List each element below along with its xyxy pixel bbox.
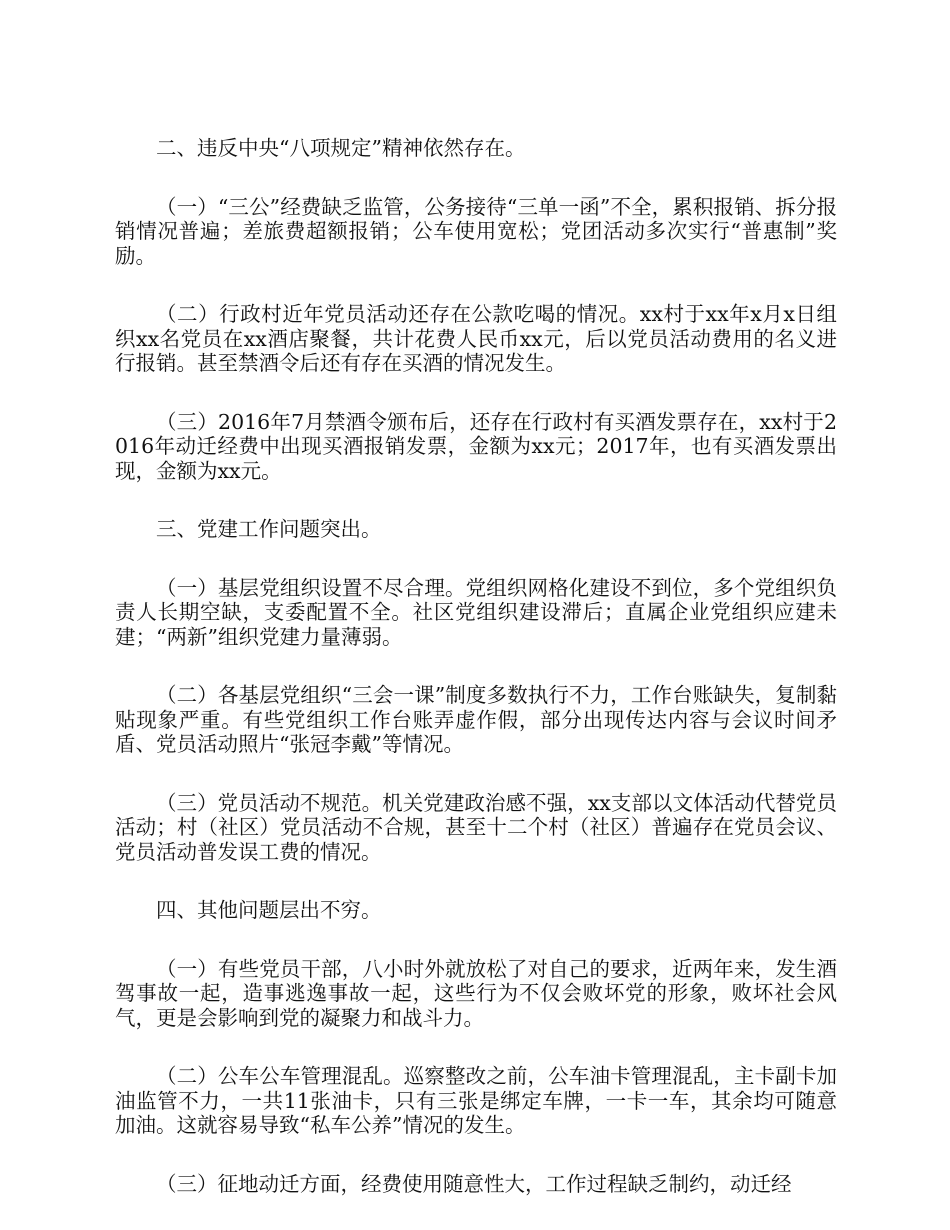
paragraph-2-3: （三）2016年7月禁酒令颁布后，还存在行政村有买酒发票存在，xx村于2016年动迁经费中出现买酒报销发票，金额为xx元；2017年，也有买酒发票出现，金额为xx元。 [115,409,837,483]
paragraph-4-2: （二）公车公车管理混乱。巡察整改之前，公车油卡管理混乱，主卡副卡加油监管不力，一共11张油卡，只有三张是绑定车牌，一卡一车，其余均可随意加油。这就容易导致“私车公养”情况的发生。 [115,1064,837,1137]
paragraph-3-2: （二）各基层党组织“三会一课”制度多数执行不力，工作台账缺失，复制黏贴现象严重。有些党组织工作台账弄虚作假，部分出现传达内容与会议时间矛盾、党员活动照片“张冠李戴”等情况。 [115,683,837,756]
paragraph-2-1: （一）“三公”经费缺乏监管，公务接待“三单一函”不全，累积报销、拆分报销情况普遍；差旅费超额报销；公车使用宽松；党团活动多次实行“普惠制”奖励。 [115,194,837,268]
section-heading-4: 四、其他问题层出不穷。 [156,898,382,922]
paragraph-3-1: （一）基层党组织设置不尽合理。党组织网格化建设不到位，多个党组织负责人长期空缺，支委配置不全。社区党组织建设滞后；直属企业党组织应建未建；“两新”组织党建力量薄弱。 [115,575,837,649]
section-heading-3: 三、党建工作问题突出。 [156,517,382,541]
paragraph-4-1: （一）有些党员干部，八小时外就放松了对自己的要求，近两年来，发生酒驾事故一起，造事逃逸事故一起，这些行为不仅会败坏党的形象，败坏社会风气，更是会影响到党的凝聚力和战斗力。 [115,956,837,1030]
paragraph-2-2: （二）行政村近年党员活动还存在公款吃喝的情况。xx村于xx年x月x日组织xx名党员在xx酒店聚餐，共计花费人民币xx元，后以党员活动费用的名义进行报销。甚至禁酒令后还有存在买酒的情况发生。 [115,302,837,375]
document-body [115,136,837,1196]
paragraph-3-3: （三）党员活动不规范。机关党建政治感不强，xx支部以文体活动代替党员活动；村（社区）党员活动不合规，甚至十二个村（社区）普遍存在党员会议、党员活动普发误工费的情况。 [115,790,837,864]
section-heading-2: 二、违反中央“八项规定”精神依然存在。 [156,136,526,160]
paragraph-4-3: （三）征地动迁方面，经费使用随意性大，工作过程缺乏制约，动迁经 [156,1171,792,1196]
